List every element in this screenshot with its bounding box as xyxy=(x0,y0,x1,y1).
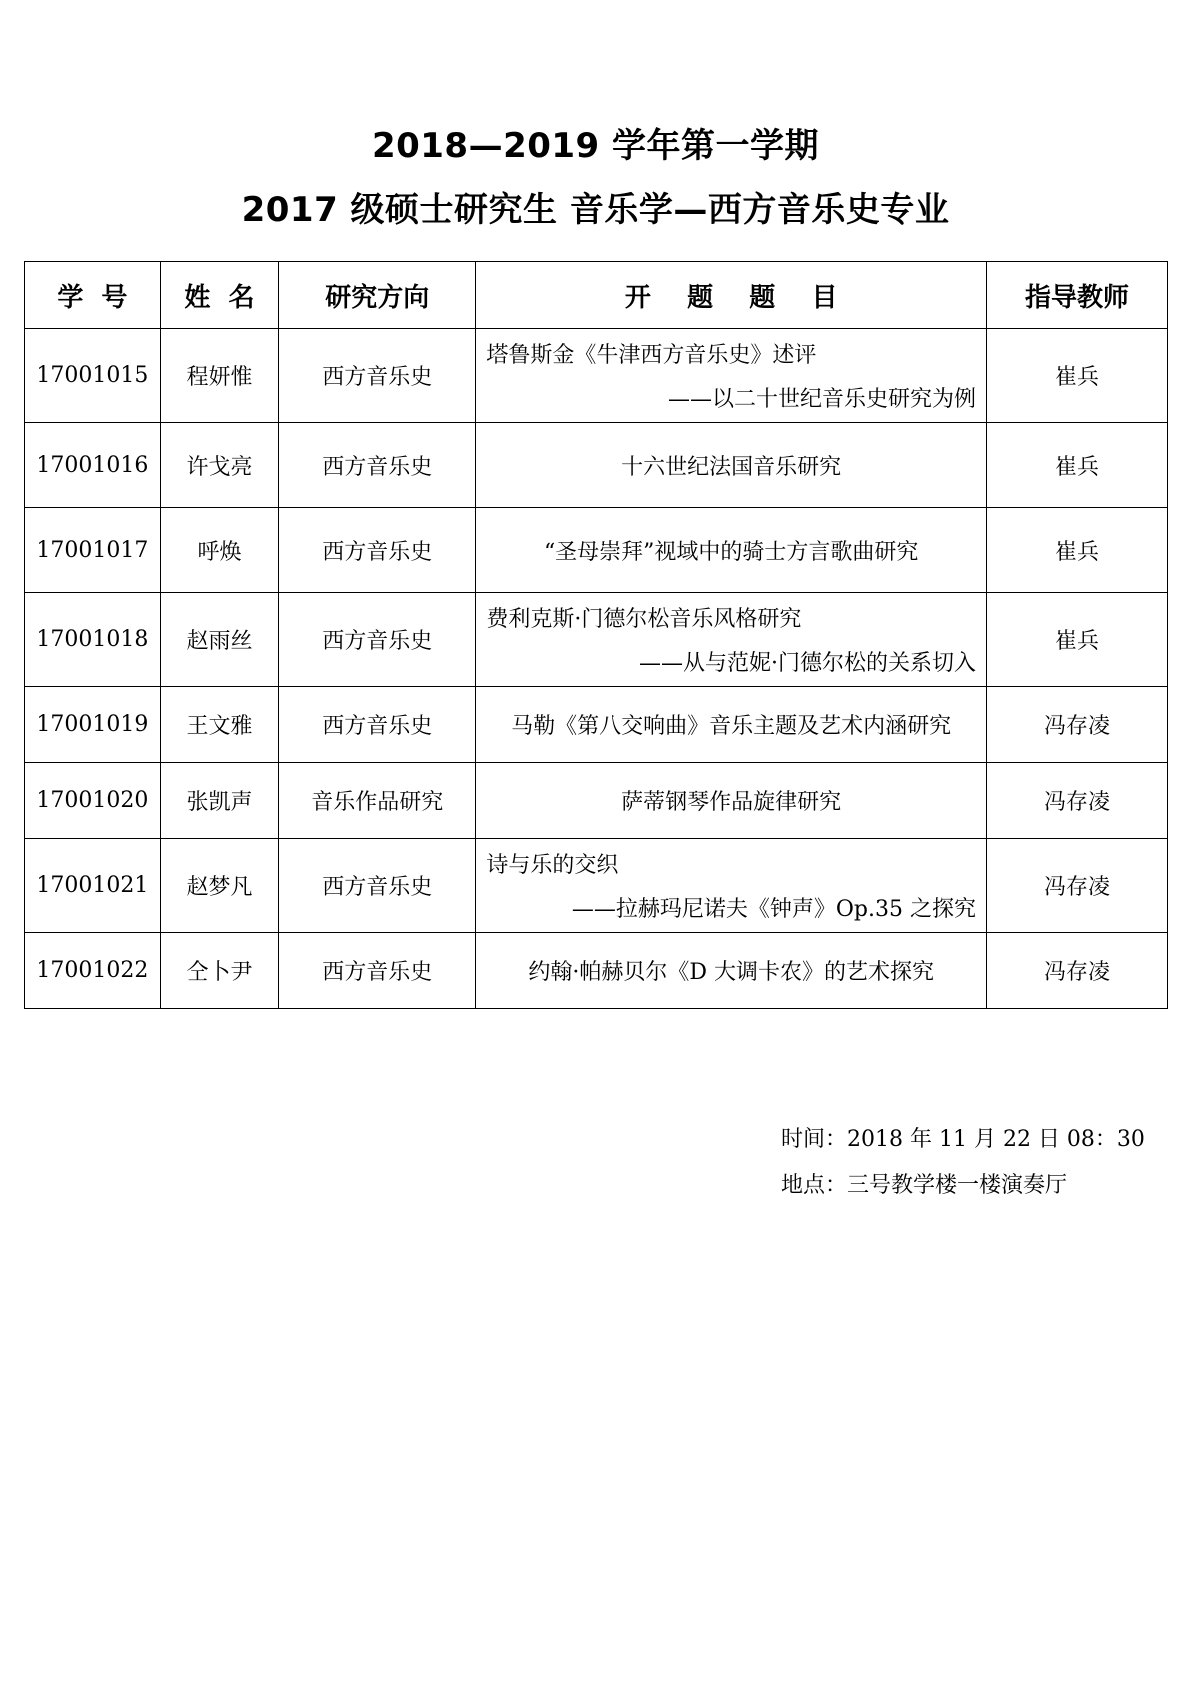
research-direction: 西方音乐史 xyxy=(279,508,476,593)
research-direction: 西方音乐史 xyxy=(279,933,476,1009)
header-name: 姓 名 xyxy=(160,262,279,329)
student-name: 张凯声 xyxy=(160,763,279,839)
topic-title: 萨蒂钢琴作品旋律研究 xyxy=(476,763,987,839)
student-name: 许戈亮 xyxy=(160,423,279,508)
student-name: 仝卜尹 xyxy=(160,933,279,1009)
advisor: 冯存凌 xyxy=(987,933,1168,1009)
header-research-direction: 研究方向 xyxy=(279,262,476,329)
student-id: 17001016 xyxy=(25,423,161,508)
header-topic: 开 题 题 目 xyxy=(476,262,987,329)
student-id: 17001022 xyxy=(25,933,161,1009)
table-row xyxy=(25,423,1168,508)
proposal-schedule-table xyxy=(24,261,1168,1009)
topic-cell xyxy=(476,839,987,933)
table-row xyxy=(25,593,1168,687)
topic-subtitle: ——以二十世纪音乐史研究为例 xyxy=(667,386,976,412)
advisor: 冯存凌 xyxy=(987,839,1168,933)
topic-cell xyxy=(476,593,987,687)
topic-subtitle: ——从与范妮·门德尔松的关系切入 xyxy=(639,650,976,676)
topic-title: 十六世纪法国音乐研究 xyxy=(476,423,987,508)
student-id: 17001018 xyxy=(25,593,161,687)
table-row xyxy=(25,687,1168,763)
research-direction: 音乐作品研究 xyxy=(279,763,476,839)
topic-title: 费利克斯·门德尔松音乐风格研究 xyxy=(486,606,802,632)
advisor: 冯存凌 xyxy=(987,687,1168,763)
table-row xyxy=(25,508,1168,593)
student-id: 17001015 xyxy=(25,329,161,423)
topic-subtitle: ——拉赫玛尼诺夫《钟声》Op.35 之探究 xyxy=(571,896,976,922)
title-semester: 2018—2019 学年第一学期 xyxy=(371,126,820,166)
topic-title: 塔鲁斯金《牛津西方音乐史》述评 xyxy=(486,342,817,368)
table-row xyxy=(25,763,1168,839)
table-row xyxy=(25,329,1168,423)
topic-cell xyxy=(476,329,987,423)
research-direction: 西方音乐史 xyxy=(279,329,476,423)
student-id: 17001020 xyxy=(25,763,161,839)
advisor: 冯存凌 xyxy=(987,763,1168,839)
student-name: 赵雨丝 xyxy=(160,593,279,687)
topic-title: 约翰·帕赫贝尔《D 大调卡农》的艺术探究 xyxy=(476,933,987,1009)
research-direction: 西方音乐史 xyxy=(279,687,476,763)
student-name: 王文雅 xyxy=(160,687,279,763)
student-id: 17001019 xyxy=(25,687,161,763)
student-name: 赵梦凡 xyxy=(160,839,279,933)
research-direction: 西方音乐史 xyxy=(279,839,476,933)
advisor: 崔兵 xyxy=(987,508,1168,593)
header-advisor: 指导教师 xyxy=(987,262,1168,329)
topic-title: 马勒《第八交响曲》音乐主题及艺术内涵研究 xyxy=(476,687,987,763)
advisor: 崔兵 xyxy=(987,593,1168,687)
student-id: 17001021 xyxy=(25,839,161,933)
header-student-id: 学 号 xyxy=(25,262,161,329)
schedule-time: 时间：2018 年 11 月 22 日 08：30 xyxy=(781,1127,1145,1152)
advisor: 崔兵 xyxy=(987,423,1168,508)
table-row xyxy=(25,839,1168,933)
table-header-row xyxy=(25,262,1168,329)
topic-title: 诗与乐的交织 xyxy=(486,852,619,878)
title-program: 2017 级硕士研究生 音乐学—西方音乐史专业 xyxy=(241,190,950,230)
student-name: 呼焕 xyxy=(160,508,279,593)
topic-title: “圣母崇拜”视域中的骑士方言歌曲研究 xyxy=(476,508,987,593)
research-direction: 西方音乐史 xyxy=(279,593,476,687)
advisor: 崔兵 xyxy=(987,329,1168,423)
research-direction: 西方音乐史 xyxy=(279,423,476,508)
student-id: 17001017 xyxy=(25,508,161,593)
table-row xyxy=(25,933,1168,1009)
schedule-location: 地点：三号教学楼一楼演奏厅 xyxy=(781,1173,1068,1198)
student-name: 程妍惟 xyxy=(160,329,279,423)
